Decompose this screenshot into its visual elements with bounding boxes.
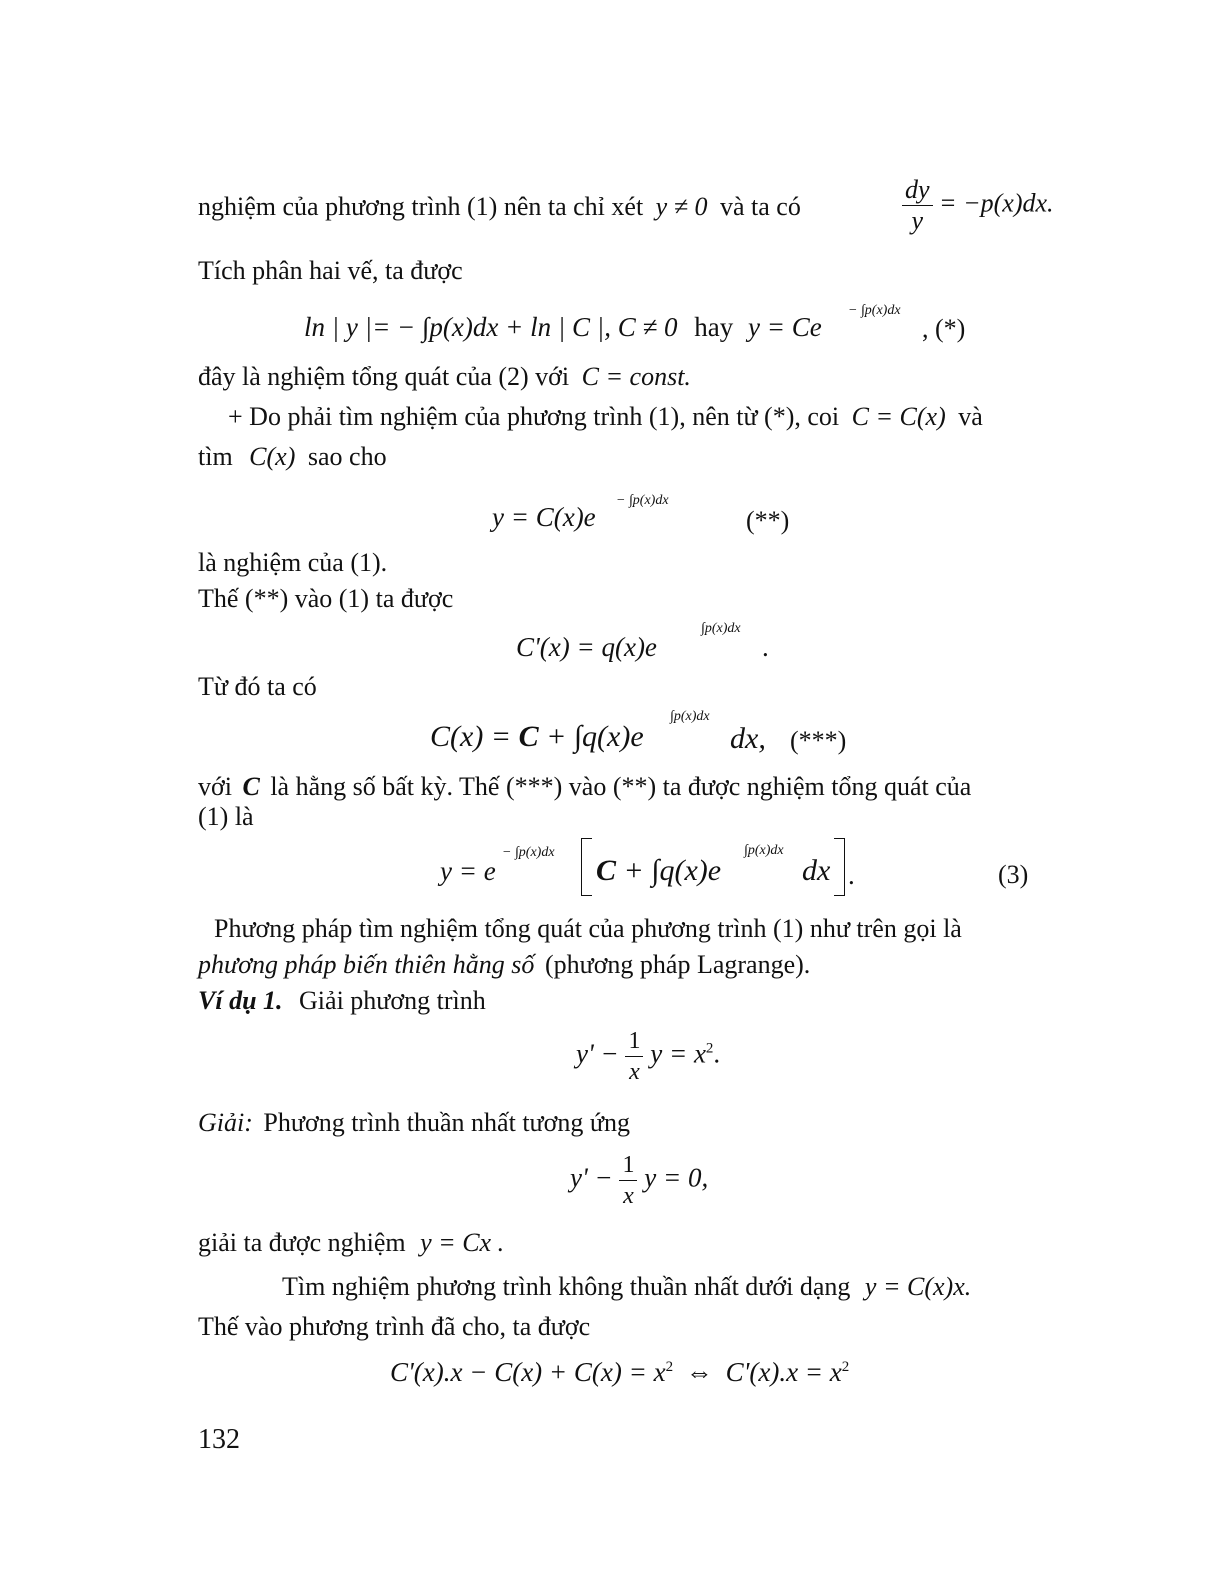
right-bracket <box>834 838 845 896</box>
equation-rhs: y = x <box>650 1038 706 1069</box>
exponent: − ∫p(x)dx <box>502 845 555 860</box>
equation-mid: + ∫q(x)e <box>623 854 722 887</box>
equation-tail: dx <box>802 854 831 887</box>
arbitrary-constant: C <box>518 720 539 753</box>
inline-math: y ≠ 0 <box>655 192 708 221</box>
equation-lhs: C(x) = <box>430 720 512 753</box>
equation-star <box>304 312 822 342</box>
left-bracket <box>581 838 592 896</box>
equation-tag: , (*) <box>922 314 966 343</box>
equation-double-star <box>492 502 596 532</box>
equation-example <box>576 1026 720 1087</box>
exponent: ∫p(x)dx <box>670 709 710 724</box>
paragraph-line: Tích phân hai vế, ta được <box>198 256 463 285</box>
equation-rhs: C'(x).x = x <box>725 1357 842 1387</box>
equation-bracket-content <box>596 856 721 886</box>
inline-math: C = C(x) <box>851 402 946 431</box>
power: 2 <box>665 1359 674 1375</box>
line-text: Tìm nghiệm phương trình không thuần nhất dưới dạng <box>282 1272 851 1301</box>
exponent: − ∫p(x)dx <box>616 493 669 508</box>
line-text: sao cho <box>307 442 387 471</box>
page-number: 132 <box>198 1424 240 1455</box>
equation-c-prime <box>516 632 657 662</box>
paragraph-line <box>282 1272 971 1302</box>
term-italic: phương pháp biến thiên hằng số <box>198 950 535 979</box>
inline-math: C(x) <box>249 442 296 471</box>
equation-end <box>730 724 766 754</box>
equation-homogeneous <box>570 1150 708 1211</box>
paragraph-line <box>198 192 801 222</box>
denominator: y <box>911 206 924 235</box>
arbitrary-constant: C <box>596 854 617 887</box>
equation-tail: dx, <box>730 722 766 755</box>
line-text: nghiệm của phương trình (1) nên ta chỉ xét <box>198 192 644 221</box>
equation-end: . <box>762 632 769 662</box>
equation-body: y = C(x)e <box>492 502 596 532</box>
equation-tag: (3) <box>998 860 1029 889</box>
paragraph-line: Thế vào phương trình đã cho, ta được <box>198 1312 591 1341</box>
line-text: tìm <box>198 442 233 471</box>
paragraph-line <box>198 1108 630 1138</box>
paragraph-line <box>198 1228 504 1258</box>
equation-lhs: ln | y |= − ∫p(x)dx + ln | C |, C ≠ 0 <box>304 312 678 342</box>
equation-end <box>802 856 830 886</box>
inline-math: C = const. <box>581 362 691 391</box>
paragraph-line <box>198 362 691 392</box>
equivalence-symbol: ⇔ <box>685 1357 713 1387</box>
solution-label: Giải: <box>198 1108 253 1137</box>
line-text: và ta có <box>719 192 801 221</box>
fraction-dy-y <box>902 175 1054 236</box>
equation-connector: hay <box>694 312 734 342</box>
inline-math: y = C(x)x. <box>864 1272 972 1301</box>
example-label: Ví dụ 1. <box>198 986 283 1015</box>
arbitrary-constant: C <box>242 772 260 801</box>
line-text: giải ta được nghiệm <box>198 1228 406 1257</box>
line-text: với <box>198 772 232 801</box>
paragraph-line: Phương pháp tìm nghiệm tổng quát của phương trình (1) như trên gọi là <box>214 914 962 943</box>
equation-tag: (***) <box>790 726 847 755</box>
equation-lhs: y' − <box>576 1038 619 1069</box>
line-text: và <box>958 402 983 431</box>
line-text: Phương trình thuần nhất tương ứng <box>263 1108 630 1137</box>
line-text: (phương pháp Lagrange). <box>544 950 811 979</box>
equation-rhs: y = Ce <box>748 312 822 342</box>
power: 2 <box>841 1359 850 1375</box>
exponent: ∫p(x)dx <box>701 621 741 636</box>
paragraph-line: (1) là <box>198 802 254 831</box>
equation-3 <box>440 856 496 886</box>
equation-tag: (**) <box>746 506 790 535</box>
paragraph-line <box>198 986 486 1016</box>
equation-last <box>390 1352 849 1387</box>
numerator: 1 <box>625 1026 643 1057</box>
paragraph-line: Thế (**) vào (1) ta được <box>198 584 454 613</box>
paragraph-line <box>198 772 971 802</box>
equation-rhs: y = 0, <box>644 1162 709 1193</box>
equation-triple-star <box>430 722 644 752</box>
equation-end: . <box>713 1038 721 1069</box>
denominator: x <box>623 1183 634 1209</box>
exponent: ∫p(x)dx <box>744 843 784 858</box>
equation-body: C'(x) = q(x)e <box>516 632 657 662</box>
paragraph-line <box>228 402 983 432</box>
inline-math: = −p(x)dx. <box>939 188 1054 218</box>
line-text: đây là nghiệm tổng quát của (2) với <box>198 362 570 391</box>
paragraph-line <box>198 950 810 980</box>
line-text: là hằng số bất kỳ. Thế (***) vào (**) ta được nghiệm tổng quát của <box>270 772 972 801</box>
inline-math: y = Cx . <box>420 1228 505 1257</box>
equation-lhs: y = e <box>440 856 496 886</box>
equation-lhs: y' − <box>570 1162 613 1193</box>
equation-mid: + ∫q(x)e <box>546 720 644 753</box>
paragraph-line <box>198 442 387 472</box>
paragraph-line: là nghiệm của (1). <box>198 548 388 577</box>
numerator: 1 <box>619 1150 637 1181</box>
equation-dot: . <box>848 860 855 890</box>
exponent: − ∫p(x)dx <box>848 303 901 318</box>
power: 2 <box>705 1040 714 1057</box>
numerator: dy <box>902 175 933 206</box>
line-text: Giải phương trình <box>299 986 486 1015</box>
paragraph-line: Từ đó ta có <box>198 672 317 701</box>
equation-lhs: C'(x).x − C(x) + C(x) = x <box>390 1357 666 1387</box>
denominator: x <box>629 1059 640 1085</box>
line-text: + Do phải tìm nghiệm của phương trình (1), nên từ (*), coi <box>228 402 840 431</box>
